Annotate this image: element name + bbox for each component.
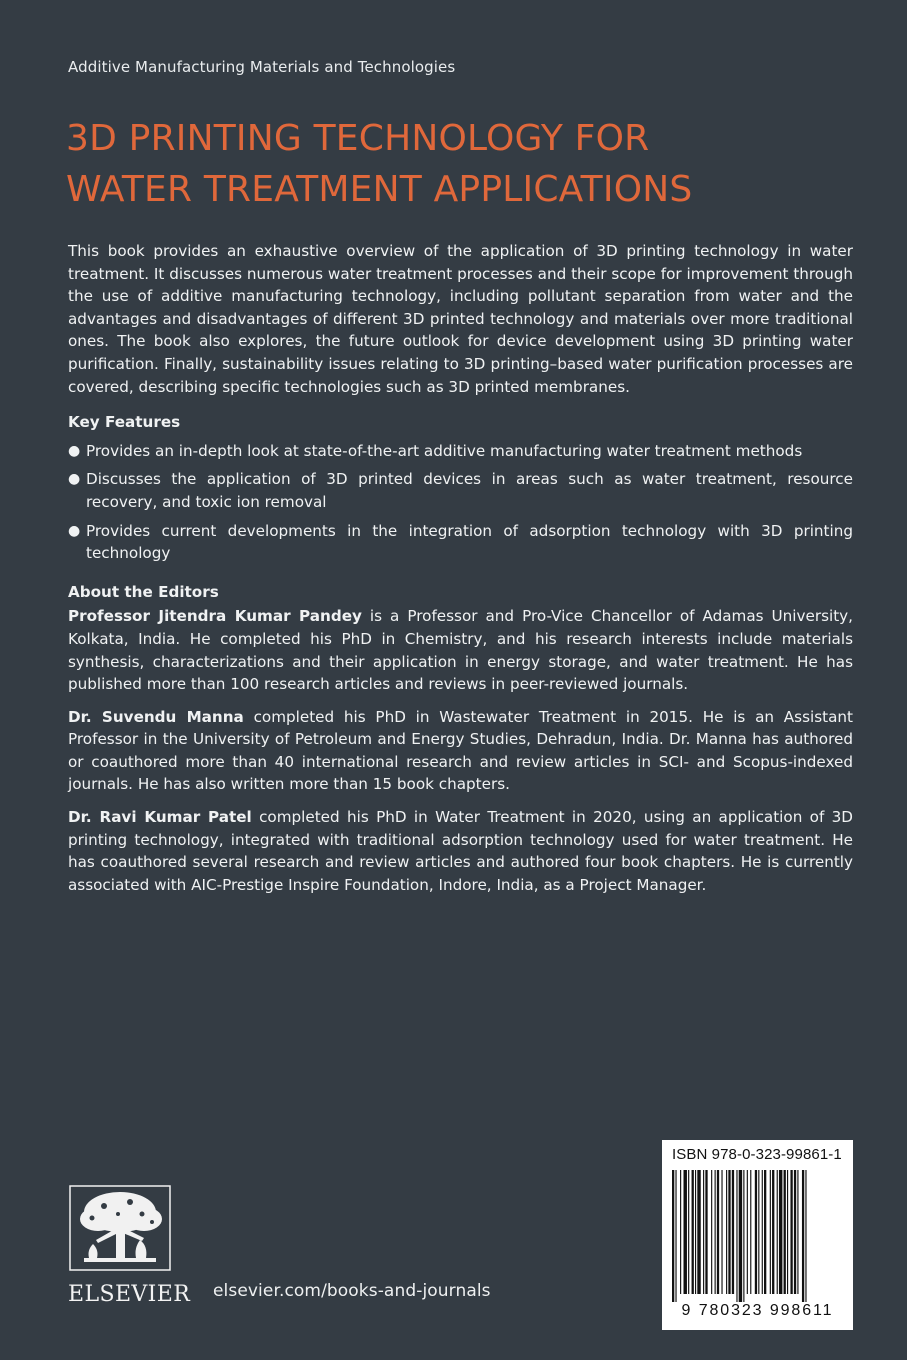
barcode-bar xyxy=(697,1170,700,1294)
key-feature-item xyxy=(68,440,853,463)
barcode-bar xyxy=(684,1170,687,1294)
barcode-bar xyxy=(779,1170,782,1294)
key-features-list xyxy=(68,440,853,565)
book-description: This book provides an exhaustive overview of the application of 3D printing technology in water treatment. It discusses numerous water treatment processes and their scope for improvement through the use of additive manufacturing technology, including pollutant separation from water and the advantages and disadvantages of different 3D printed technology and materials over more traditional ones. The book also explores, the future outlook for device development using 3D printing water purification. Finally, sustainability issues relating to 3D printing–based water purification processes are covered, describing specific technologies such as 3D printed membranes. xyxy=(68,242,853,396)
bullet-icon: ● xyxy=(68,522,81,539)
barcode-bar xyxy=(805,1170,806,1302)
barcode-bar xyxy=(790,1170,792,1294)
barcode-bar xyxy=(747,1170,748,1294)
barcode-bar xyxy=(772,1170,774,1294)
isbn-barcode-panel xyxy=(662,1140,853,1330)
barcode-bar xyxy=(715,1170,716,1294)
bullet-icon: ● xyxy=(68,442,81,459)
book-title xyxy=(66,113,826,215)
editor-bio xyxy=(68,706,853,796)
barcode-bar xyxy=(726,1170,727,1294)
barcode-bar xyxy=(711,1170,712,1294)
barcode-bar xyxy=(762,1170,763,1294)
editor-bio-text: completed his PhD in Water Treatment in 2020, using an application of 3D printing technology, integrated with traditional adsorption technology used for water treatment. He has coauthored several research and review articles and authored four book chapters. He is currently associated with AIC-Prestige Inspire Foundation, Indore, India, as a Project Manager. xyxy=(68,808,853,894)
key-feature-text: Provides current developments in the integration of adsorption technology with 3D printing technology xyxy=(86,521,853,563)
key-feature-item xyxy=(68,520,853,565)
barcode-bar xyxy=(743,1170,744,1302)
barcode-bar xyxy=(721,1170,722,1294)
barcode-bar xyxy=(755,1170,757,1294)
publisher-wordmark: ELSEVIER xyxy=(68,1282,191,1307)
editor-name: Dr. Ravi Kumar Patel xyxy=(68,808,252,827)
barcode-bar xyxy=(758,1170,759,1294)
barcode-bar xyxy=(777,1170,778,1294)
key-features-heading: Key Features xyxy=(68,413,181,432)
book-title-line-2: WATER TREATMENT APPLICATIONS xyxy=(66,169,693,210)
barcode-icon xyxy=(672,1170,843,1302)
editor-bio-text: completed his PhD in Wastewater Treatment in 2015. He is an Assistant Professor in the University of Petroleum and Energy Studies, Dehradun, India. Dr. Manna has authored or coauthored more than 40 international research and review articles in SCI- and Scopus-indexed journals. He has also written more than 15 book chapters. xyxy=(68,707,853,794)
barcode-bar xyxy=(736,1170,737,1302)
editor-bio-text: is a Professor and Pro-Vice Chancellor of Adamas University, Kolkata, India. He completed his PhD in Chemistry, and his research interests include materials synthesis, characterizations and their application in energy storage, and water treatment. He has published more than 100 research articles and reviews in peer-reviewed journals. xyxy=(68,607,853,694)
back-cover-content xyxy=(68,240,853,906)
barcode-bar xyxy=(770,1170,771,1294)
editor-bio xyxy=(68,806,853,896)
barcode-bar xyxy=(802,1170,804,1302)
barcode-bar xyxy=(705,1170,707,1294)
barcode-bar xyxy=(695,1170,696,1294)
barcode-bar xyxy=(692,1170,694,1294)
barcode-bar xyxy=(703,1170,704,1294)
series-title: Additive Manufacturing Materials and Technologies xyxy=(68,58,456,76)
barcode-bar xyxy=(739,1170,742,1302)
barcode-bar xyxy=(797,1170,798,1294)
book-title-line-1: 3D PRINTING TECHNOLOGY FOR xyxy=(66,118,650,159)
publisher-url: elsevier.com/books-and-journals xyxy=(213,1281,491,1301)
barcode-bar xyxy=(680,1170,681,1294)
barcode-bar xyxy=(732,1170,734,1294)
barcode-bar xyxy=(728,1170,730,1294)
barcode-bar xyxy=(787,1170,788,1294)
key-feature-text: Discusses the application of 3D printed devices in areas such as water treatment, resource recovery, and toxic ion removal xyxy=(86,470,853,511)
barcode-bar xyxy=(750,1170,751,1294)
isbn-label: ISBN 978-0-323-99861-1 xyxy=(672,1146,842,1163)
bullet-icon: ● xyxy=(68,471,81,488)
editor-name: Professor Jitendra Kumar Pandey xyxy=(68,607,362,626)
elsevier-tree-logo-icon xyxy=(68,1184,172,1272)
barcode-bar xyxy=(688,1170,689,1294)
key-feature-text: Provides an in-depth look at state-of-the-art additive manufacturing water treatment methods xyxy=(86,441,803,460)
barcode-digits: 9 780323 998611 xyxy=(681,1302,834,1319)
barcode-bar xyxy=(784,1170,786,1294)
barcode-bar xyxy=(717,1170,719,1294)
barcode-bar xyxy=(794,1170,796,1294)
about-editors-heading: About the Editors xyxy=(68,582,219,601)
barcode-bar xyxy=(675,1170,676,1302)
barcode-bar xyxy=(764,1170,766,1294)
key-feature-item xyxy=(68,468,853,513)
editor-bio xyxy=(68,605,853,695)
editor-name: Dr. Suvendu Manna xyxy=(68,707,244,726)
barcode-bar xyxy=(672,1170,674,1302)
